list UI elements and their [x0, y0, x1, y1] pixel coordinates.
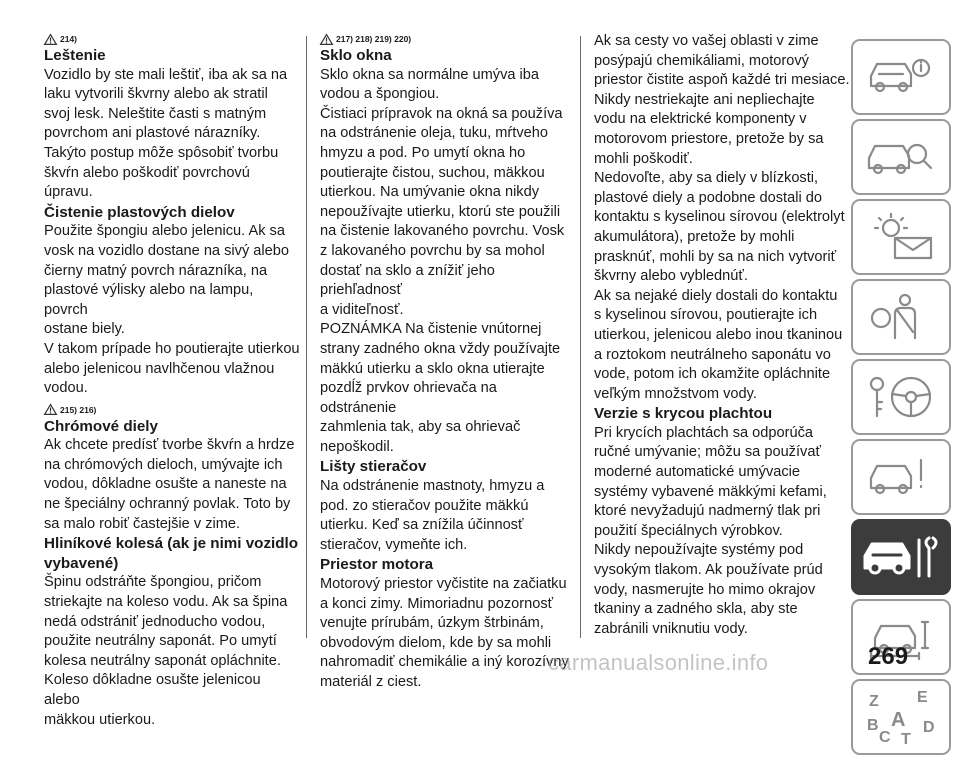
- tab-warning-lights[interactable]: [851, 199, 951, 275]
- paragraph-chromove-diely: Ak chcete predísť tvorbe škvŕn a hrdze na chrómových dieloch, umývajte ich vodou, dôkladne osušte a naneste na ne špeciálny ochranný povlak. Toto by sa malo robiť častejšie v zime.: [44, 437, 295, 532]
- car-search-icon: [865, 134, 937, 180]
- car-maintenance-icon: [861, 532, 941, 582]
- index-letter-t: T: [901, 731, 911, 748]
- heading-listy-stieracov: Lišty stieračov: [320, 458, 427, 476]
- key-steering-wheel-icon: [865, 372, 937, 422]
- warning-triangle-icon: [44, 404, 57, 415]
- seatbelt-airbag-icon: [865, 292, 937, 342]
- index-letter-b: B: [867, 717, 879, 734]
- column-left: [44, 32, 300, 730]
- warning-light-mail-icon: [865, 212, 937, 262]
- column-divider: [580, 36, 581, 638]
- tab-safety[interactable]: [851, 279, 951, 355]
- index-letter-a: A: [891, 709, 906, 731]
- heading-kryca-plachta: Verzie s krycou plachtou: [594, 405, 773, 423]
- tab-car-info[interactable]: [851, 39, 951, 115]
- tab-maintenance[interactable]: [851, 519, 951, 595]
- paragraph-lestenie: Vozidlo by ste mali leštiť, iba ak sa na laku vytvorili škvrny alebo ak stratil svoj lesk. Neleštite časti s matným povrchom ani plastové nárazníky. Takýto postup môže spôsobiť tvorbu škvŕn alebo poškodiť povrchovú úpravu.: [44, 66, 288, 201]
- car-emergency-icon: [865, 452, 937, 502]
- alphabet-index-icon: [861, 688, 941, 746]
- heading-hlinikove-kolesa: Hliníkové kolesá (ak je nimi vozidlo vybavené): [44, 535, 299, 572]
- heading-sklo-okna: Sklo okna: [320, 47, 392, 64]
- page-number: 269: [868, 643, 909, 670]
- reference-numbers: 217) 218) 219) 220): [336, 34, 412, 44]
- paragraph-listy-stieracov: Na odstránenie mastnoty, hmyzu a pod. zo stieračov použite mäkkú utierku. Keď sa znížila účinnosť stieračov, vymeňte ich.: [320, 478, 545, 553]
- tab-starting-driving[interactable]: [851, 359, 951, 435]
- paragraph-plastove-diely-2: V takom prípade ho poutierajte utierkou alebo jelenicou navlhčenou vlažnou vodou.: [44, 340, 300, 397]
- paragraph-poznamka: POZNÁMKA Na čistenie vnútornej strany zadného okna vždy používajte mäkkú utierku a sklo okna utierajte pozdĺž prvkov ohrievača na odstránenie zahmlenia tak, aby sa ohrievač nepoškodil.: [320, 321, 561, 455]
- paragraph-sklo-okna: Sklo okna sa normálne umýva iba vodou a špongiou.: [320, 66, 540, 103]
- index-letter-z: Z: [869, 693, 879, 710]
- heading-priestor-motora: Priestor motora: [320, 556, 434, 574]
- paragraph-priestor-motora: Motorový priestor vyčistite na začiatku a konci zimy. Mimoriadnu pozornosť venujte prírubám, úzkym štrbinám, obvodovým dielom, kde by sa mohli nahromadiť chemikálie a iný korozívny materiál z ciest.: [320, 576, 569, 690]
- tab-car-search[interactable]: [851, 119, 951, 195]
- warning-reference: [44, 32, 300, 46]
- reference-numbers: 215) 216): [60, 404, 97, 415]
- paragraph-hlinikove-kolesa: Špinu odstráňte špongiou, pričom striekajte na koleso vodu. Ak sa špina nedá odstrániť jednoducho vodou, použite neutrálny saponát. Po umytí kolesa neutrálny saponát opláchnite. Koleso dôkladne osušte jelenicou alebo mäkkou utierkou.: [44, 574, 288, 728]
- heading-plastove-diely: Čistenie plastových dielov: [44, 203, 235, 221]
- index-letter-c: C: [879, 729, 891, 746]
- paragraph-kyselina-2: Ak sa nejaké diely dostali do kontaktu s kyselinou sírovou, poutierajte ich utierkou, jelenicou alebo inou tkaninou a roztokom neutrálneho saponátu vo vode, potom ich okamžite opláchnite veľkým množstvom vody.: [594, 287, 843, 402]
- warning-reference: [44, 403, 300, 417]
- car-info-icon: [865, 54, 937, 100]
- paragraph-plastove-diely: Použite špongiu alebo jelenicu. Ak sa vosk na vozidlo dostane na sivý alebo čierny matný povrch nárazníka, na plastové výlisky alebo na lampu, povrch ostane biely.: [44, 223, 290, 338]
- heading-lestenie: Leštenie: [44, 47, 106, 64]
- tab-alphabetical-index[interactable]: [851, 679, 951, 755]
- paragraph-sklo-okna-2: Čistiaci prípravok na okná sa používa na odstránenie oleja, tuku, mŕtveho hmyzu a pod. Po umytí okna ho poutierajte čistou, suchou, mäkkou utierkou. Na umývanie okna nikdy nepoužívajte utierku, ktorú ste použili na čistenie lakovaného povrchu. Vosk z lakovaného povrchu by sa mohol dostať na sklo a znížiť jeho priehľadnosť a viditeľnosť.: [320, 105, 565, 318]
- warning-triangle-icon: [44, 34, 57, 45]
- paragraph-kyselina: Nedovoľte, aby sa diely v blízkosti, plastové diely a podobne dostali do kontaktu s kyselinou sírovou (elektrolyt akumulátora), pretože by mohli prasknúť, mohli by sa na nich vytvoriť škvrny alebo vyblednúť.: [594, 170, 845, 285]
- paragraph-chemikalie: Ak sa cesty vo vašej oblasti v zime posýpajú chemikáliami, motorový priestor čistite aspoň každé tri mesiace. Nikdy nestriekajte ani nepliechajte vodu na elektrické komponenty v motorovom priestore, pretože by sa mohli poškodiť.: [594, 33, 850, 167]
- warning-reference: [320, 32, 576, 46]
- tab-emergency[interactable]: [851, 439, 951, 515]
- column-divider: [306, 36, 307, 638]
- heading-chromove-diely: Chrómové diely: [44, 417, 158, 435]
- watermark: carmanualsonline.info: [548, 650, 769, 675]
- warning-triangle-icon: [320, 34, 333, 45]
- paragraph-kryca-plachta: Pri krycích plachtách sa odporúča ručné umývanie; môžu sa používať moderné automatické umývacie systémy vybavené mäkkými kefami, ktoré nevyžadujú nadmerný tlak pri použití špeciálnych výrobkov.: [594, 424, 827, 539]
- column-middle: [320, 32, 576, 693]
- reference-numbers: 214): [60, 34, 78, 44]
- index-letter-e: E: [917, 689, 928, 706]
- column-right: [594, 32, 850, 639]
- paragraph-vysoky-tlak: Nikdy nepoužívajte systémy pod vysokým tlakom. Ak používate prúd vody, nasmerujte ho mimo okrajov tkaniny a zadného skla, aby ste zabránili vniknutiu vody.: [594, 542, 823, 637]
- index-letter-d: D: [923, 719, 935, 736]
